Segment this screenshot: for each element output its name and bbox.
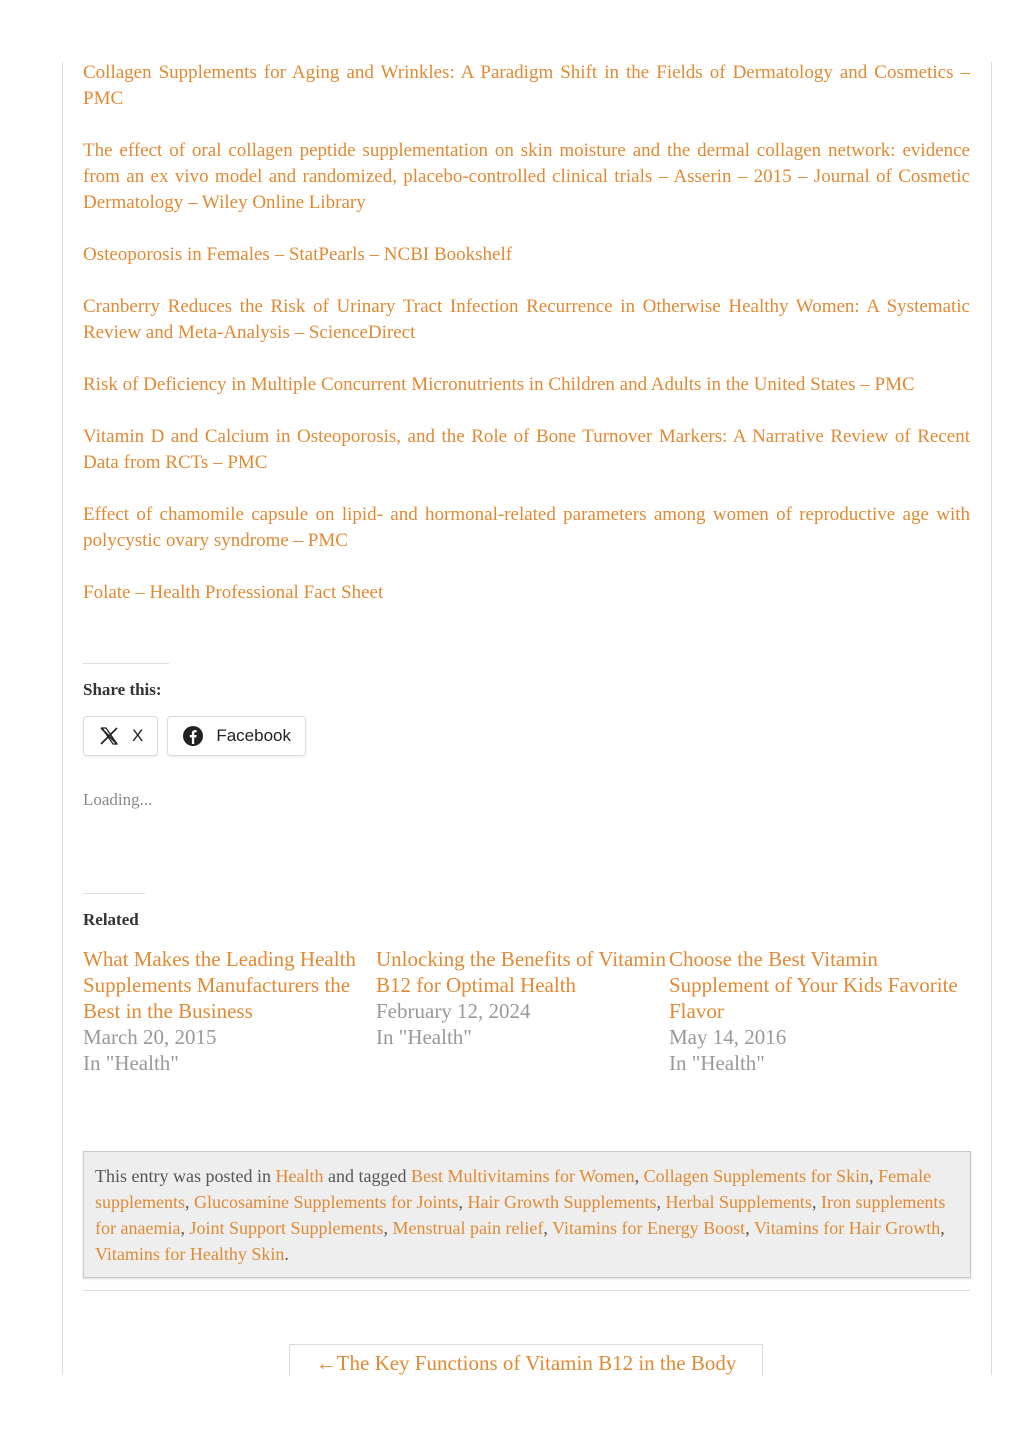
tag-link[interactable]: Menstrual pain relief <box>392 1218 544 1238</box>
related-post <box>376 946 669 1076</box>
related-post-link[interactable]: What Makes the Leading Health Supplements Manufacturers the Best in the Business <box>83 947 356 1023</box>
related-title: Related <box>83 910 139 929</box>
reference-link[interactable]: Cranberry Reduces the Risk of Urinary Tract Infection Recurrence in Otherwise Healthy Women: A Systematic Review and Meta-Analysis – ScienceDirect <box>83 296 970 343</box>
related-divider <box>83 893 145 894</box>
share-buttons <box>83 716 970 756</box>
previous-post-title: The Key Functions of Vitamin B12 in the Body <box>336 1351 737 1375</box>
reference-link[interactable]: Risk of Deficiency in Multiple Concurrent Micronutrients in Children and Adults in the United States – PMC <box>83 374 915 395</box>
related-post-date: May 14, 2016 <box>669 1025 787 1049</box>
related-section <box>83 893 970 1076</box>
reference-link[interactable]: Collagen Supplements for Aging and Wrinkles: A Paradigm Shift in the Fields of Dermatology and Cosmetics – PMC <box>83 62 970 109</box>
related-post <box>669 946 962 1076</box>
related-grid <box>83 946 970 1076</box>
related-post <box>83 946 376 1076</box>
related-post-date: February 12, 2024 <box>376 999 531 1023</box>
reference-link[interactable]: Effect of chamomile capsule on lipid- and hormonal-related parameters among women of reproductive age with polycystic ovary syndrome – PMC <box>83 504 970 551</box>
share-x-button[interactable] <box>83 716 158 756</box>
related-post-category: In "Health" <box>83 1051 179 1075</box>
tag-link[interactable]: Vitamins for Energy Boost <box>552 1218 746 1238</box>
share-facebook-button[interactable] <box>167 716 306 756</box>
entry-meta-tagged: and tagged <box>327 1166 407 1186</box>
reference-list <box>83 60 970 632</box>
reference-link[interactable]: Vitamin D and Calcium in Osteoporosis, and the Role of Bone Turnover Markers: A Narrative Review of Recent Data from RCTs – PMC <box>83 426 970 473</box>
tag-link[interactable]: Collagen Supplements for Skin <box>643 1166 870 1186</box>
previous-post-link[interactable] <box>289 1344 763 1376</box>
tag-link[interactable]: Iron supplements for anaemia <box>95 1192 946 1238</box>
tag-link[interactable]: Vitamins for Healthy Skin <box>95 1244 285 1264</box>
reference-link[interactable]: Osteoporosis in Females – StatPearls – NCBI Bookshelf <box>83 244 513 265</box>
related-post-category: In "Health" <box>376 1025 472 1049</box>
related-post-date: March 20, 2015 <box>83 1025 217 1049</box>
share-facebook-label: Facebook <box>216 726 292 745</box>
entry-meta: This entry was posted in Health and tagged Best Multivitamins for Women, Collagen Supplements for Skin, Female supplements, Glucosamine Supplements for Joints, Hair Growth Supplements, Herbal Supplements, Iron supplements for anaemia, Joint Support Supplements, Menstrual pain relief, Vitamins for Energy Boost, Vitamins for Hair Growth, Vitamins for Healthy Skin. <box>83 1151 971 1278</box>
loading-text: Loading... <box>83 790 153 809</box>
related-post-category: In "Health" <box>669 1051 765 1075</box>
tag-link[interactable]: Herbal Supplements <box>665 1192 812 1212</box>
facebook-icon <box>182 725 204 747</box>
tag-link[interactable]: Joint Support Supplements <box>189 1218 384 1238</box>
tag-link[interactable]: Female supplements <box>95 1166 932 1212</box>
share-x-label: X <box>132 726 144 745</box>
reference-link[interactable]: Folate – Health Professional Fact Sheet <box>83 582 384 603</box>
entry-meta-prefix: This entry was posted in <box>95 1166 271 1186</box>
related-post-link[interactable]: Unlocking the Benefits of Vitamin B12 for Optimal Health <box>376 947 666 997</box>
related-post-link[interactable]: Choose the Best Vitamin Supplement of Your Kids Favorite Flavor <box>669 947 958 1023</box>
share-divider <box>83 663 169 664</box>
tag-link[interactable]: Hair Growth Supplements <box>467 1192 657 1212</box>
tag-link[interactable]: Best Multivitamins for Women <box>410 1166 635 1186</box>
tag-link[interactable]: Vitamins for Hair Growth <box>753 1218 941 1238</box>
post-divider <box>83 1290 970 1291</box>
share-section <box>83 663 970 756</box>
category-link[interactable]: Health <box>275 1166 324 1186</box>
tag-link[interactable]: Glucosamine Supplements for Joints <box>194 1192 459 1212</box>
share-title: Share this: <box>83 680 162 699</box>
left-arrow-icon: ← <box>315 1351 337 1375</box>
reference-link[interactable]: The effect of oral collagen peptide supplementation on skin moisture and the dermal collagen network: evidence from an ex vivo model and randomized, placebo-controlled clinical trials – Asserin – 2015 – Journal of Cosmetic Dermatology – Wiley Online Library <box>83 140 970 213</box>
x-icon <box>98 725 120 747</box>
